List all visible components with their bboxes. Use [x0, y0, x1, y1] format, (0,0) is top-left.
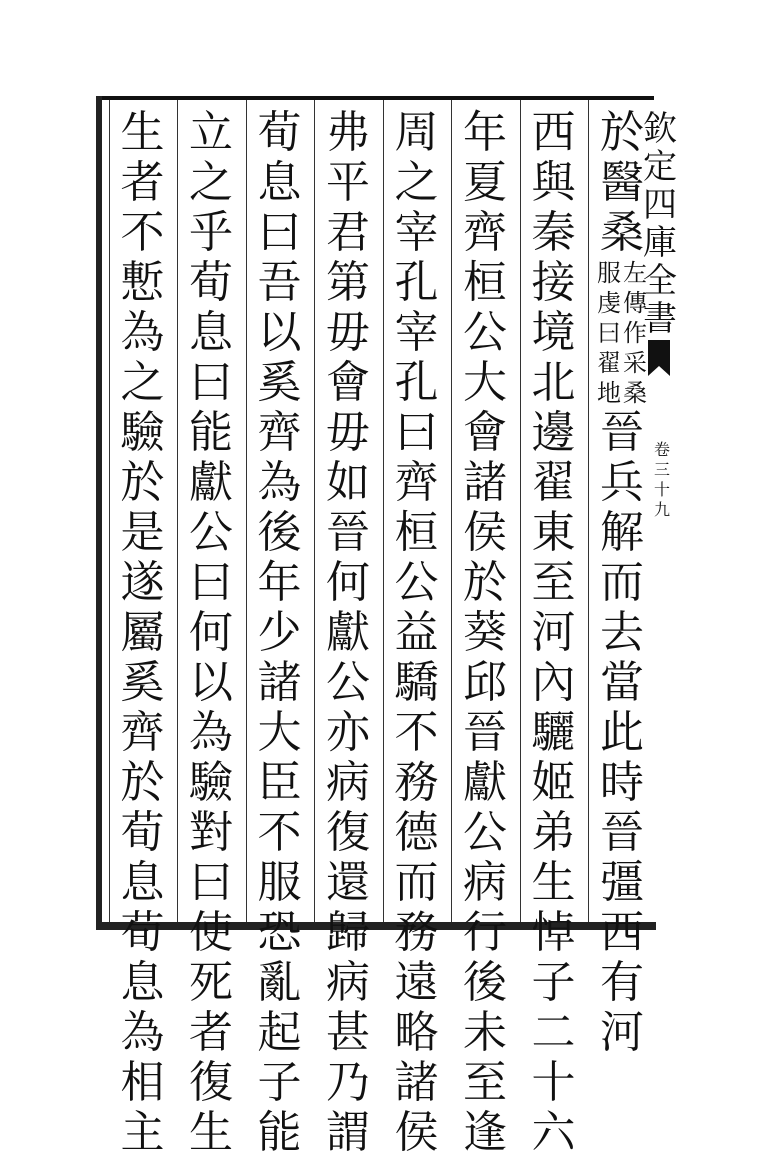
character: 恐	[257, 907, 302, 958]
character: 逢	[463, 1107, 507, 1158]
character: 子	[257, 1057, 302, 1108]
character: 慙	[120, 257, 165, 308]
character: 臣	[257, 757, 302, 808]
character: 大	[463, 357, 507, 408]
column-divider	[177, 100, 178, 922]
character: 起	[257, 1007, 302, 1058]
character: 驕	[394, 657, 439, 708]
text-column	[185, 107, 237, 1158]
character: 不	[257, 807, 302, 858]
character: 亂	[257, 957, 302, 1008]
character: 是	[120, 507, 165, 558]
character: 謂	[326, 1107, 370, 1158]
character: 立	[189, 107, 233, 158]
character: 此	[600, 707, 644, 758]
character: 病	[463, 857, 507, 908]
character: 之	[394, 157, 439, 208]
character: 時	[600, 757, 644, 808]
glyph: 十	[653, 480, 670, 499]
character: 年	[257, 557, 302, 608]
character: 德	[394, 807, 439, 858]
character: 桓	[463, 257, 507, 308]
character: 齊	[257, 407, 302, 458]
character: 西	[531, 107, 576, 158]
glyph: 庫	[643, 223, 677, 263]
character: 益	[394, 607, 439, 658]
character: 驗	[189, 757, 233, 808]
character: 使	[189, 907, 233, 958]
column-divider	[314, 100, 315, 922]
column-divider	[588, 100, 589, 922]
character: 河	[600, 1007, 644, 1058]
character: 遂	[120, 557, 165, 608]
character: 西	[600, 907, 644, 958]
character: 齊	[394, 457, 439, 508]
character: 於	[120, 757, 165, 808]
character: 奚	[120, 657, 165, 708]
character: 河	[531, 607, 576, 658]
column-divider	[246, 100, 247, 922]
character: 弟	[531, 807, 576, 858]
character: 能	[257, 1107, 302, 1158]
note-right: 左 傳 作	[623, 259, 647, 347]
character: 晉	[326, 507, 370, 558]
character: 務	[394, 907, 439, 958]
text-column	[596, 107, 648, 1058]
character: 歸	[326, 907, 370, 958]
character: 為	[120, 1007, 165, 1058]
character: 夏	[463, 157, 507, 208]
character: 之	[189, 157, 233, 208]
character: 曰	[257, 207, 302, 258]
text-column	[322, 107, 374, 1158]
character: 會	[326, 357, 370, 408]
character: 息	[257, 157, 302, 208]
character: 晉	[600, 807, 644, 858]
character: 當	[600, 657, 644, 708]
character: 能	[189, 407, 233, 458]
character: 年	[463, 107, 507, 158]
character: 東	[531, 507, 576, 558]
character: 弗	[326, 107, 370, 158]
note-right: 采 桑	[623, 349, 647, 407]
character: 屬	[120, 607, 165, 658]
glyph: 三	[653, 460, 670, 479]
character: 如	[326, 457, 370, 508]
character: 於	[463, 557, 507, 608]
character: 吾	[257, 257, 302, 308]
character: 二	[531, 1007, 576, 1058]
character: 曰	[394, 407, 439, 458]
character: 死	[189, 957, 233, 1008]
text-column	[117, 107, 169, 1158]
character: 北	[531, 357, 576, 408]
character: 者	[120, 157, 165, 208]
character: 乃	[326, 1057, 370, 1108]
character: 主	[120, 1107, 165, 1158]
character: 生	[189, 1107, 233, 1158]
character: 為	[120, 307, 165, 358]
character: 息	[120, 957, 165, 1008]
left-border	[96, 96, 102, 930]
character: 公	[189, 507, 233, 558]
column-divider	[383, 100, 384, 922]
character: 秦	[531, 207, 576, 258]
character: 對	[189, 807, 233, 858]
character: 公	[326, 657, 370, 708]
character: 公	[463, 307, 507, 358]
character: 至	[463, 1057, 507, 1108]
character: 荀	[189, 257, 233, 308]
character: 荀	[257, 107, 302, 158]
character: 何	[189, 607, 233, 658]
character: 曰	[189, 857, 233, 908]
character: 十	[531, 1057, 576, 1108]
character: 復	[326, 807, 370, 858]
text-column	[391, 107, 443, 1158]
character: 行	[463, 907, 507, 958]
character: 接	[531, 257, 576, 308]
character: 兵	[600, 457, 644, 508]
character: 第	[326, 257, 370, 308]
column-divider	[520, 100, 521, 922]
character: 悼	[531, 907, 576, 958]
text-column	[254, 107, 306, 1158]
glyph: 定	[643, 147, 677, 187]
text-column	[528, 107, 580, 1158]
text-column	[459, 107, 511, 1158]
character: 獻	[189, 457, 233, 508]
character: 去	[600, 607, 644, 658]
character: 公	[463, 807, 507, 858]
note-left: 服 虔 曰	[597, 259, 621, 347]
fishtail-mark-icon	[648, 340, 670, 376]
character: 孔	[394, 357, 439, 408]
character: 姬	[531, 757, 576, 808]
character: 曰	[189, 557, 233, 608]
character: 六	[531, 1107, 576, 1158]
character: 於	[120, 457, 165, 508]
note-left: 翟 地	[597, 349, 621, 407]
character: 遠	[394, 957, 439, 1008]
character: 亦	[326, 707, 370, 758]
character: 而	[600, 557, 644, 608]
character: 解	[600, 507, 644, 558]
character: 病	[326, 957, 370, 1008]
character: 彊	[600, 857, 644, 908]
character: 君	[326, 207, 370, 258]
character: 之	[120, 357, 165, 408]
character: 公	[394, 557, 439, 608]
character: 孔	[394, 257, 439, 308]
character: 病	[326, 757, 370, 808]
character: 乎	[189, 207, 233, 258]
glyph: 九	[653, 500, 670, 519]
character: 平	[326, 157, 370, 208]
character: 會	[463, 407, 507, 458]
column-divider	[109, 100, 110, 922]
character: 周	[394, 107, 439, 158]
character: 驗	[120, 407, 165, 458]
glyph: 書	[643, 299, 677, 339]
character: 獻	[326, 607, 370, 658]
character: 晉	[463, 707, 507, 758]
character: 毋	[326, 307, 370, 358]
character: 毋	[326, 407, 370, 458]
character: 荀	[120, 807, 165, 858]
glyph: 卷	[653, 440, 670, 459]
character: 桑	[600, 207, 644, 258]
character: 翟	[531, 457, 576, 508]
character: 與	[531, 157, 576, 208]
character: 晉	[600, 407, 644, 458]
character: 驪	[531, 707, 576, 758]
character: 為	[257, 457, 302, 508]
character: 桓	[394, 507, 439, 558]
glyph: 四	[643, 185, 677, 225]
character: 息	[120, 857, 165, 908]
character: 甚	[326, 1007, 370, 1058]
character: 侯	[394, 1107, 439, 1158]
character: 服	[257, 857, 302, 908]
margin-volume	[650, 440, 674, 520]
interlinear-note	[597, 348, 647, 408]
character: 齊	[463, 207, 507, 258]
glyph: 欽	[643, 109, 677, 149]
character: 為	[189, 707, 233, 758]
character: 內	[531, 657, 576, 708]
top-border	[98, 96, 654, 100]
character: 齊	[120, 707, 165, 758]
character: 葵	[463, 607, 507, 658]
character: 相	[120, 1057, 165, 1108]
character: 後	[463, 957, 507, 1008]
character: 諸	[394, 1057, 439, 1108]
character: 邱	[463, 657, 507, 708]
character: 邊	[531, 407, 576, 458]
character: 諸	[463, 457, 507, 508]
glyph: 全	[643, 261, 677, 301]
character: 侯	[463, 507, 507, 558]
character: 少	[257, 607, 302, 658]
character: 荀	[120, 907, 165, 958]
character: 曰	[189, 357, 233, 408]
character: 子	[531, 957, 576, 1008]
character: 以	[257, 307, 302, 358]
interlinear-note	[597, 258, 647, 348]
character: 於	[600, 107, 644, 158]
character: 醫	[600, 157, 644, 208]
character: 還	[326, 857, 370, 908]
character: 務	[394, 757, 439, 808]
character: 生	[120, 107, 165, 158]
column-divider	[451, 100, 452, 922]
character: 未	[463, 1007, 507, 1058]
character: 宰	[394, 307, 439, 358]
character: 何	[326, 557, 370, 608]
character: 生	[531, 857, 576, 908]
character: 而	[394, 857, 439, 908]
character: 息	[189, 307, 233, 358]
character: 諸	[257, 657, 302, 708]
character: 復	[189, 1057, 233, 1108]
character: 宰	[394, 207, 439, 258]
character: 獻	[463, 757, 507, 808]
character: 以	[189, 657, 233, 708]
character: 不	[394, 707, 439, 758]
character: 境	[531, 307, 576, 358]
character: 大	[257, 707, 302, 758]
character: 略	[394, 1007, 439, 1058]
character: 有	[600, 957, 644, 1008]
character: 奚	[257, 357, 302, 408]
character: 至	[531, 557, 576, 608]
character: 不	[120, 207, 165, 258]
character: 者	[189, 1007, 233, 1058]
character: 後	[257, 507, 302, 558]
